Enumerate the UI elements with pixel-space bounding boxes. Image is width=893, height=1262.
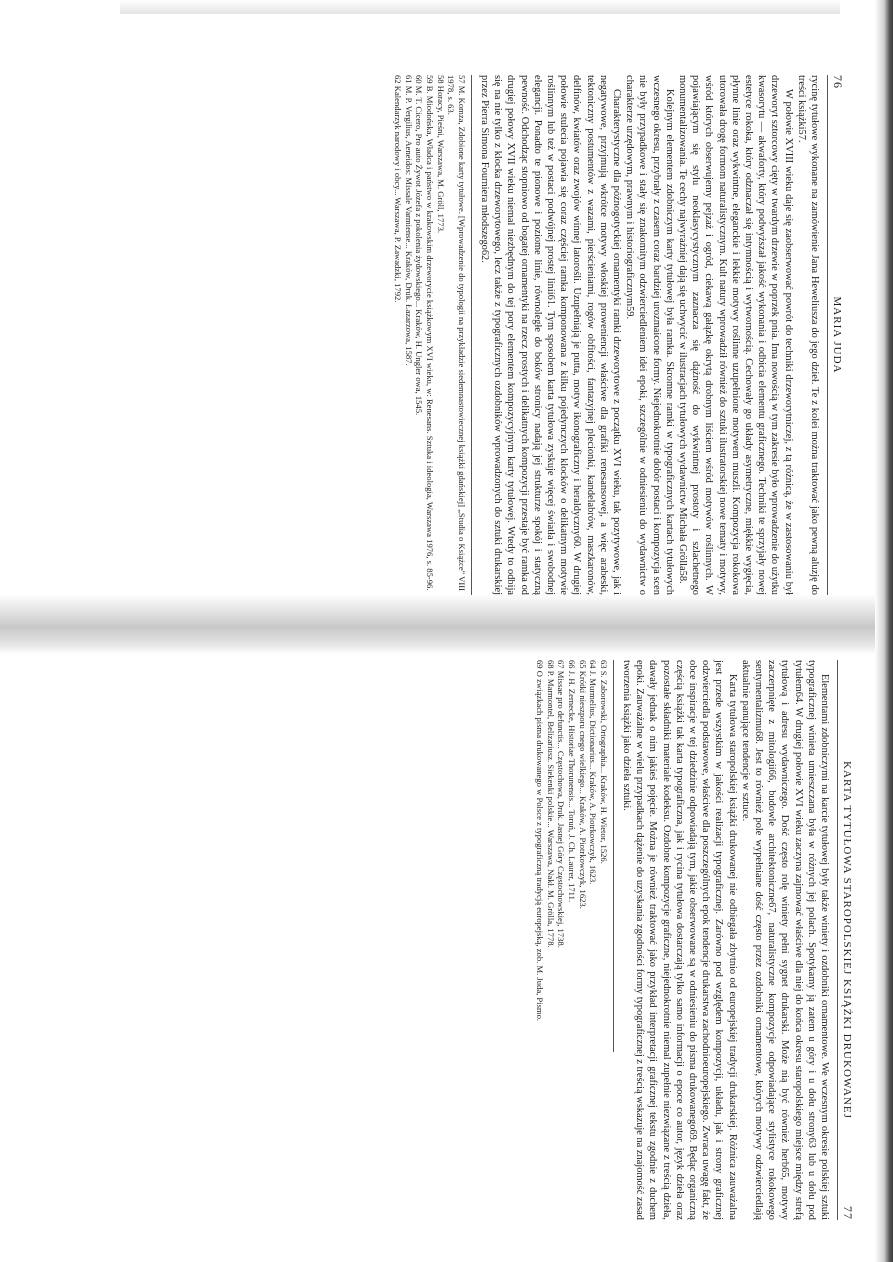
running-head-title: KARTA TYTUŁOWA STAROPOLSKIEJ KSIĄŻKI DRUKOWANEJ [841,761,853,1119]
footnote: 67 Missae pro defunctis... Częstochowa, Druk. Jasnej Góry Częstochowskiej, 1738. [556,660,567,948]
footnote: 63 S. Zaborowski, Ortographia... Kraków, H. Wietor, 1526. [598,660,609,864]
scan-top-shadow [120,0,840,14]
running-head-76 [827,75,845,595]
footnote: 58 Horacy, Pieśni, Warszawa, M. Gröll, 1773. [435,75,446,234]
footnote: 64 J. Murmelius, Dictionarius... Kraków, A. Piotrkowczyk, 1623. [588,660,599,885]
body-text-76 [478,75,821,595]
running-head-author: MARIA JUDA [831,296,843,374]
paragraph: Elementami zdobniczymi na karcie tytułowej były także winiety i ozdobniki ornamentowe. We wczesnym okresie polskiej sztuki typograficznej winieta umieszczana była w różnych jej polach. Spotykamy ją zatem u góry i u dołu strony63 lub u dołu pod tytułem64. W drugiej połowie XVI wieku zaczyna zajmować właściwe dla niej do końca okresu staropolskiego miejsce między strefą tytułową i adresu wydawniczego. Dość często rolę winiety pełni sygnet drukarski. Może nią być również herb65, motywy zaczerpnięte z mitologii66, budowle architektoniczne67, naturalistyczne kompozycje odpowiadające stylistyce rokokowego sentymentalizmu68. Jest to również pole wypełniane dość często przez ozdobniki ornamentowe, których motywy odzwierciedlają aktualnie panujące tendencje w sztuce. [739,660,830,1220]
footnotes-77 [535,660,614,1052]
paragraph: rycinę tytułowe wykonane na zamówienie Jana Heweliusza do jego dzieł. Te z kolei można traktować jako pewną aluzję do treści książki57. [795,75,820,595]
footnote: 66 J. H. Zernecke, Historiae Thorunensis... Toruń, J. Ch. Laurer, 1711. [566,660,577,903]
page-76 [150,75,845,595]
page-77 [75,660,855,1220]
footnote: 59 B. Miodońska, Władca i państwo w krakowskim drzeworycie książkowym XVI wieku, w: Renesans. Sztuka i ideologia, Warszawa 1976, s. 85-96. [424,75,435,591]
footnote: 60 M. T. Cicero, Pro auto Żywot Józefa z pokolenia żydowskiego... Kraków, H. Ungler owa, 1545. [414,75,425,416]
footnote: 61 M. P. Vergilius, Aeneidos: Missale Varmiense... Kraków, Druk. Łazarzowa, 1587. [403,75,414,366]
footnote: 62 Kalendarzyk narodowy i obcy... Warszawa, P. Zawadzki, 1792. [393,75,404,303]
paragraph: Charakterystyczne dla późnogotyckiej ornamentyki ramki drzeworytowe z początku XVI wieku, tak pozytywowe, jak i negatywowe, przyjmują wkrótce motywy włoskiej proweniencji właściwe dla grafiki renesansowej, a więc arabeski, tektoniczny postumentów z wazami, pierścieniami, rogów obfitości, fantazyjnej plecionki, kandelabrów, maszkaronów, delfinów, kwiatów oraz zwojów winnej latorośli. Uzupełniają je putta, motyw ikonograficzny i heraldyczny60. W drugiej połowie stulecia pojawia się coraz częściej ramka komponowana z kilku pojedynczych klocków o delikatnym motywie roślinnym lub też w postaci podwójnej prostej linii61. Tym sposobem karta tytułowa zyskuje więcej światła i swobodnej elegancji. Ponadto te pionowe i poziome linie, równoległe do boków stronicy nadają jej strukturze spokój i statyczną pewność. Odchodząc stopniowo od bogatej ornamentyki na rzecz prostych i delikatnych kompozycji przestaje być ramka od drugiej połowy XVII wieku niemal niezbędnym do tej pory elementem kompozycyjnym karty tytułowej. Wtedy to odbija się na nie tylko z klocka drzeworytowego, lecz także z typograficznych ozdobników wprowadzonych do sztuki drukarskiej przez Pierra Simona Fourniera młodszego62. [478,75,622,595]
paragraph: Karta tytułowa staropolskiej książki drukowanej nie odbiegała zbytnio od europejskiej tradycji drukarskiej. Różnica zauważalna jest przede wszystkim w jakości realizacji typograficznej. Zarówno pod względem kompozycji, układu, jak i strony graficznej odzwierciedla podstawowe, właściwe dla poszczególnych epok tendencje drukarstwa zachodnioeuropejskiego. Zwraca uwagę fakt, że obce inspiracje w tej dziedzinie odpowiadają tym, jakie obserwowane są w odniesieniu do pisma drukowanego69. Będąc organiczną częścią książki tak karta typograficzna, jak i rycina tytułowa dostarczają tylko samo informacji o epoce co autor, język dzieła oraz pozostałe składniki materiale kodeksu. Ozdobne kompozycje graficzne, niejednokrotnie niemal zupełnie niezwiązane z treścią dzieła, dawały jednak o nim jakieś pojęcie. Można je również traktować jako przykład interpretacji graficznej tekstu zgodnie z duchem epoki. Zauważalne w wielu przypadkach dążenie do uzyskania zgodności formy typograficznej z treścią wskazuje na znajomość zasad tworzenia książki jako dzieła sztuki. [620,660,738,1220]
scan-right-edge [875,0,893,1262]
page-number-76: 76 [831,75,845,89]
footnote: 69 O związkach pisma drukowanego w Polsce z typograficzną tradycją europejską, zob. M. Juda, Pismo. [535,660,546,1022]
running-head-77 [837,660,855,1220]
paragraph: Kolejnym elementem zdobniczym karty tytułowej była ramka. Skromne ramki w typograficznych kartach tytułowych wczesnego okresu, przybrały z czasem coraz bardziej urozmaicone formy. Niejednokrotnie dobór postaci i kompozycja scen nie były przypadkowe i stały się znakomitym odzwierciedleniem idei epoki, szczególnie w odniesieniu do wydawnictw o charakterze urzędowym, prawnym i historiograficznym59. [624,75,675,595]
footnote: 57 M. Komza, Zdobione karty tytułowe. [Wprowadzenie do typologii na przykładzie siedemnastowiecznej książki gdańskiej] „Studia o Książce" VIII 1978, s. 63. [446,75,467,591]
body-text-77 [620,660,831,1220]
footnote: 65 Krótki nieszporu cnego wielkiego... Kraków, A. Piotrkowczyk, 1623. [577,660,588,909]
paragraph: W połowie XVIII wieku daje się zaobserwować powrót do techniki drzeworytniczej, z tą różnicą, że w zastosowaniu był drzeworyt sztorcowy cięty w twardym drzewie w poprzek pnia. Ima nowością w tym zakresie było wprowadzenie do użytku kwasorytu — akwaforty, który podwyższał jakość wykonania i odbicia elementu graficznego. Techniki te sprzyjały nowej estetyce rokoka, który odznaczał się intymnością i wytwornością. Cechowały go układy asymetryczne, miękkie wygięcia, płynne linie oraz wykwintne, eleganckie i lekkie motywy roślinne uzupełnione motywem muszli. Kompozycja rokokowa utorowała drogę formom naturalistycznym. Kult natury wprowadził również do sztuki ilustratorskiej nowe tematy i motywy, wśród których obserwujemy pejzaż i ogród, ciekawą gałązkę okrytą drobnym liściem wśród motywów roślinnych. W pojawiającym się stylu neoklasycystycznym zaznacza się dążność do wykwintnej prostoty i szlachetnego monumentalizowania. Te cechy najwyraźniej dają się uchwycić w ilustracjach tytułowych wydawnictw Michała Grölla58. [676,75,794,595]
footnotes-76 [393,75,472,595]
page-number-77: 77 [841,1206,855,1220]
footnote: 68 P. Marmontel, Belizariusz. Siekenki polskie... Warszawa, Nakł. M. Grölla, 1778. [545,660,556,948]
book-gutter [0,594,893,654]
